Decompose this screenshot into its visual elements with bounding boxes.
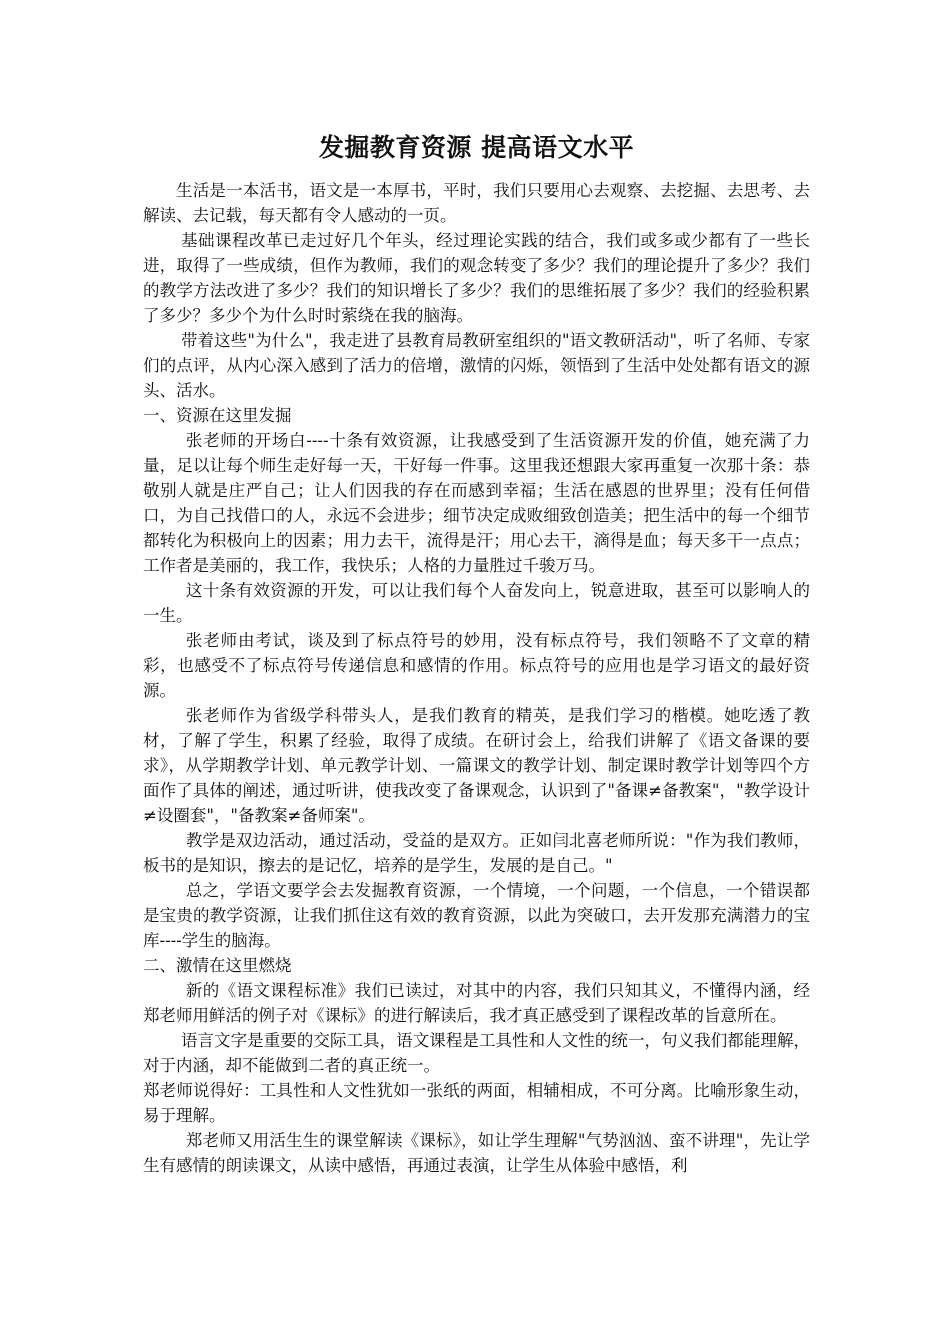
paragraph: 这十条有效资源的开发，可以让我们每个人奋发向上，锐意进取，甚至可以影响人的一生。 (143, 581, 810, 625)
paragraph: 教学是双边活动，通过活动，受益的是双方。正如闫北喜老师所说："作为我们教师，板书的是知识，擦去的是记忆，培养的是学生，发展的是自己。" (143, 831, 810, 875)
paragraph: 总之，学语文要学会去发掘教育资源，一个情境，一个问题，一个信息，一个错误都是宝贵的教学资源，让我们抓住这有效的教育资源，以此为突破口，去开发那充满潜力的宝库----学生的脑海。 (143, 881, 810, 950)
document-title: 发掘教育资源 提高语文水平 (318, 133, 635, 162)
paragraph: 语言文字是重要的交际工具，语文课程是工具性和人文性的统一，句义我们都能理解，对于内涵，却不能做到二者的真正统一。 (143, 1031, 810, 1075)
paragraph: 新的《语文课程标准》我们已读过，对其中的内容，我们只知其义，不懂得内涵，经郑老师用鲜活的例子对《课标》的进行解读后，我才真正感受到了课程改革的旨意所在。 (143, 981, 810, 1025)
section-heading: 二、激情在这里燃烧 (143, 956, 292, 975)
paragraph: 张老师的开场白----十条有效资源，让我感受到了生活资源开发的价值，她充满了力量，足以让每个师生走好每一天，干好每一件事。这里我还想跟大家再重复一次那十条：恭敬别人就是庄严自己；让人们因我的存在而感到幸福；生活在感恩的世界里；没有任何借口，为自己找借口的人，永远不会进步；细节决定成败细致创造美；把生活中的每一个细节都转化为积极向上的因素；用力去干，流得是汗；用心去干，滴得是血；每天多干一点点；工作者是美丽的，我工作，我快乐；人格的力量胜过千骏万马。 (143, 431, 810, 575)
paragraph: 郑老师又用活生生的课堂解读《课标》，如让学生理解"气势汹汹、蛮不讲理"，先让学生有感情的朗读课文，从读中感悟，再通过表演，让学生从体验中感悟，利 (143, 1131, 810, 1175)
section-heading: 一、资源在这里发掘 (143, 406, 292, 425)
paragraph: 带着这些"为什么"，我走进了县教育局教研室组织的"语文教研活动"，听了名师、专家们的点评，从内心深入感到了活力的倍增，激情的闪烁，领悟到了生活中处处都有语文的源头、活水。 (143, 331, 810, 400)
paragraph: 基础课程改革已走过好几个年头，经过理论实践的结合，我们或多或少都有了一些长进，取得了一些成绩，但作为教师，我们的观念转变了多少？我们的理论提升了多少？我们的教学方法改进了多少？我们的知识增长了多少？我们的思维拓展了多少？我们的经验积累了多少？多少个为什么时时萦绕在我的脑海。 (143, 231, 810, 325)
paragraph: 郑老师说得好：工具性和人文性犹如一张纸的两面，相辅相成，不可分离。比喻形象生动，易于理解。 (143, 1081, 810, 1125)
document-body (143, 178, 810, 1178)
paragraph: 张老师作为省级学科带头人，是我们教育的精英，是我们学习的楷模。她吃透了教材，了解了学生，积累了经验，取得了成绩。在研讨会上，给我们讲解了《语文备课的要求》，从学期教学计划、单元教学计划、一篇课文的教学计划、制定课时教学计划等四个方面作了具体的阐述，通过听讲，使我改变了备课观念，认识到了"备课≠备教案"，"教学设计≠设圈套"，"备教案≠备师案"。 (143, 706, 810, 825)
paragraph: 张老师由考试，谈及到了标点符号的妙用，没有标点符号，我们领略不了文章的精彩，也感受不了标点符号传递信息和感情的作用。标点符号的应用也是学习语文的最好资源。 (143, 631, 810, 700)
paragraph: 生活是一本活书，语文是一本厚书，平时，我们只要用心去观察、去挖掘、去思考、去解读、去记载，每天都有令人感动的一页。 (143, 181, 810, 225)
